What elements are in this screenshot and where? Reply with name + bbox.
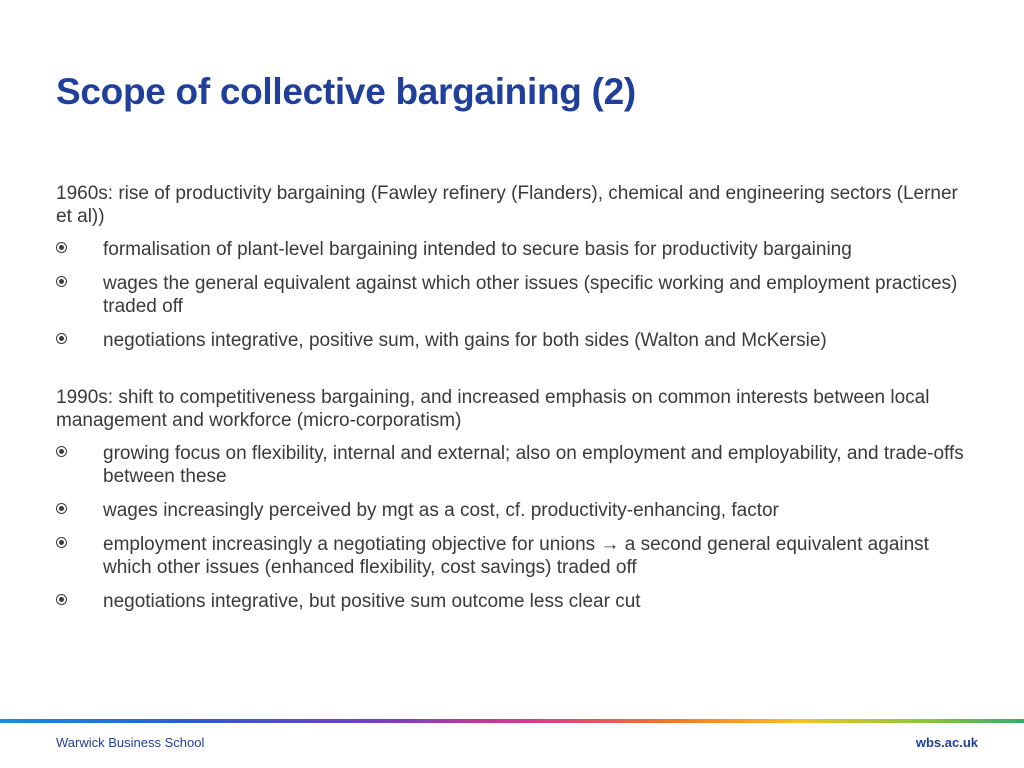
footer-color-bar	[0, 719, 1024, 723]
bullet-item	[56, 238, 966, 261]
bullet-text: wages increasingly perceived by mgt as a cost, cf. productivity-enhancing, factor	[103, 500, 779, 521]
section-intro: 1960s: rise of productivity bargaining (Fawley refinery (Flanders), chemical and engineering sectors (Lerner et al))	[56, 183, 958, 227]
section-intro: 1990s: shift to competitiveness bargaining, and increased emphasis on common interests between local management and workforce (micro-corporatism)	[56, 387, 930, 431]
slide-title: Scope of collective bargaining (2)	[56, 71, 636, 112]
bullet-text: formalisation of plant-level bargaining intended to secure basis for productivity bargaining	[103, 239, 852, 260]
bullet-text: negotiations integrative, positive sum, with gains for both sides (Walton and McKersie)	[103, 330, 827, 351]
bullet-text: negotiations integrative, but positive sum outcome less clear cut	[103, 591, 641, 612]
bullet-item	[56, 442, 966, 488]
section-1990s	[56, 386, 966, 613]
footer-website-link[interactable]: wbs.ac.uk	[915, 735, 978, 750]
circled-dot-bullet-icon	[56, 276, 67, 287]
bullet-list	[56, 238, 966, 352]
bullet-text: growing focus on flexibility, internal and external; also on employment and employability, and trade-offs between these	[103, 443, 964, 487]
bullet-item	[56, 272, 966, 318]
circled-dot-bullet-icon	[56, 446, 67, 457]
circled-dot-bullet-icon	[56, 333, 67, 344]
bullet-item	[56, 329, 966, 352]
circled-dot-bullet-icon	[56, 503, 67, 514]
circled-dot-bullet-icon	[56, 537, 67, 548]
section-1960s	[56, 182, 966, 352]
footer-school-name: Warwick Business School	[56, 735, 205, 750]
circled-dot-bullet-icon	[56, 594, 67, 605]
bullet-item	[56, 590, 966, 613]
bullet-text: employment increasingly a negotiating objective for unions → a second general equivalent against which other issues (enhanced flexibility, cost savings) traded off	[103, 534, 929, 578]
bullet-item	[56, 533, 966, 579]
slide-content	[56, 182, 966, 613]
circled-dot-bullet-icon	[56, 242, 67, 253]
bullet-list	[56, 442, 966, 613]
bullet-item	[56, 499, 966, 522]
bullet-text: wages the general equivalent against which other issues (specific working and employment practices) traded off	[103, 273, 958, 317]
